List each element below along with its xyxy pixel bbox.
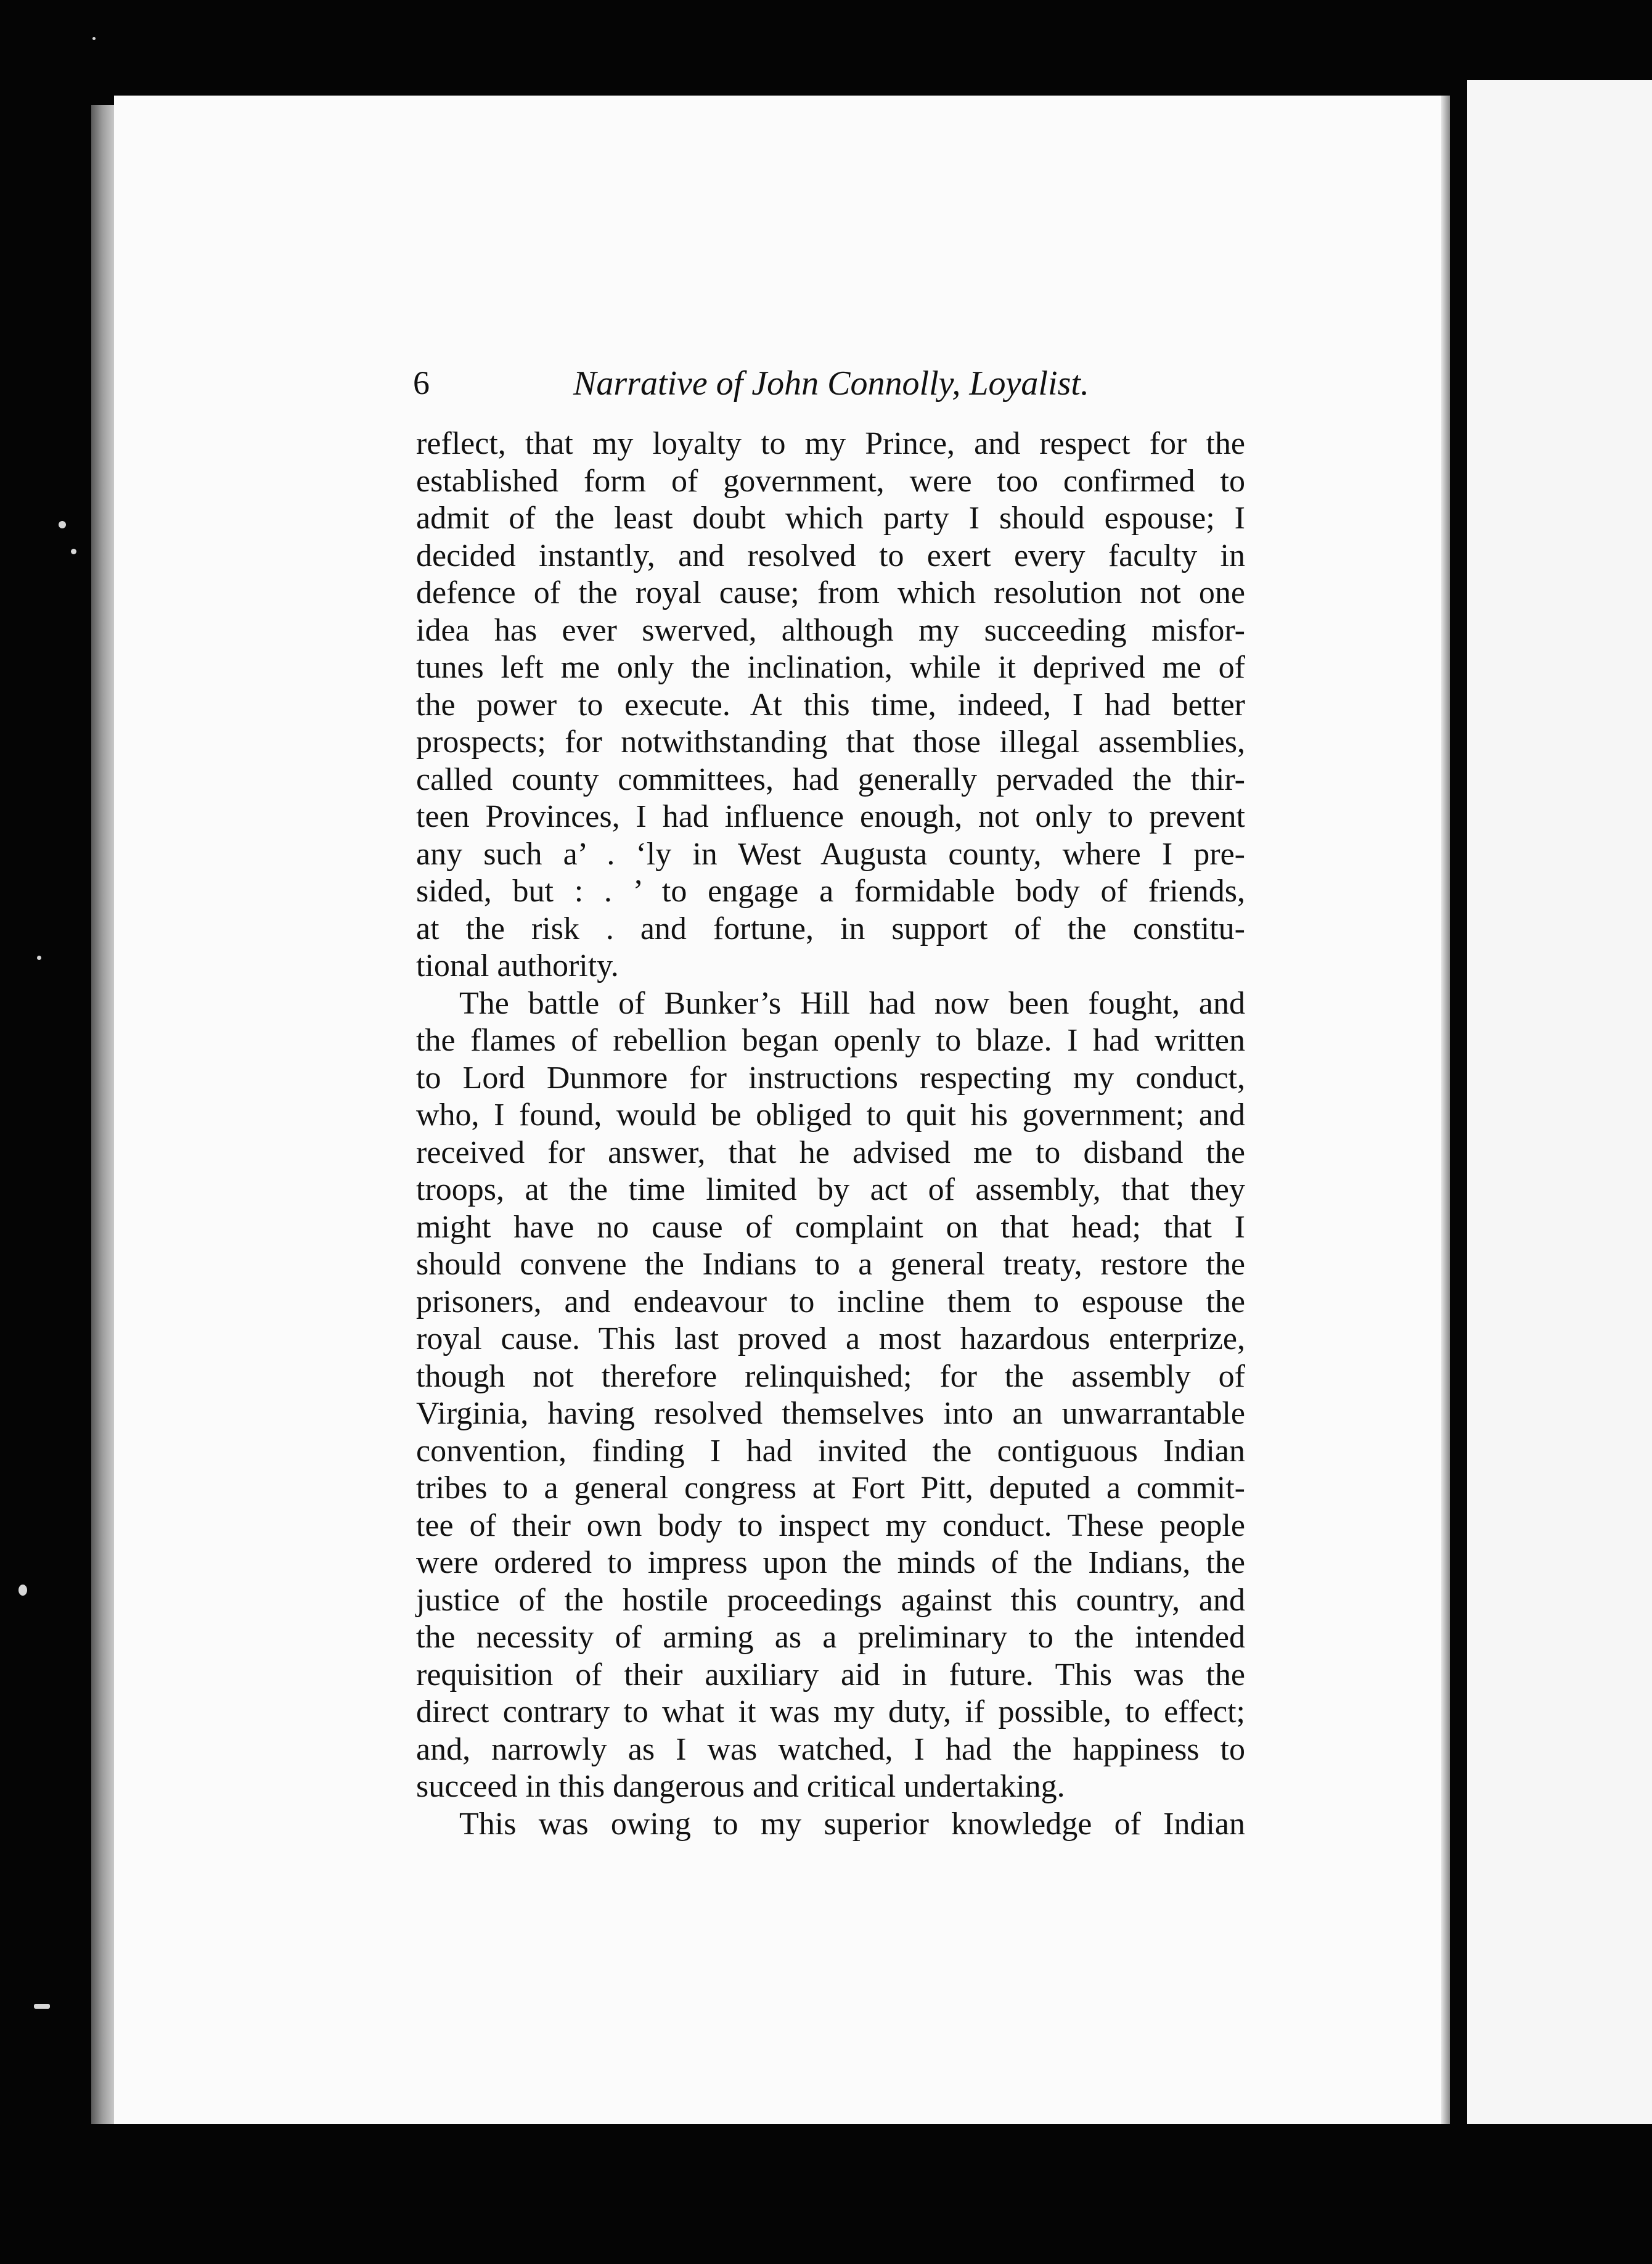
facing-page <box>1467 80 1652 2124</box>
page-number: 6 <box>413 364 430 401</box>
text-line: royal cause. This last proved a most hazardous enterprize, <box>416 1321 1245 1356</box>
text-line: might have no cause of complaint on that head; that I <box>416 1209 1245 1245</box>
text-line: direct contrary to what it was my duty, if possible, to effect; <box>416 1694 1245 1729</box>
text-line: established form of government, were too confirmed to <box>416 463 1245 499</box>
scan-speck <box>92 37 96 40</box>
text-line: decided instantly, and resolved to exert every faculty in <box>416 538 1245 573</box>
text-line: This was owing to my superior knowledge of Indian <box>459 1806 1245 1842</box>
text-line: reflect, that my loyalty to my Prince, and respect for the <box>416 426 1245 461</box>
text-line: any such a’ . ‘ly in West Augusta county, where I pre- <box>416 836 1245 872</box>
scan-speck <box>71 549 76 554</box>
text-line: prisoners, and endeavour to incline them to espouse the <box>416 1284 1245 1319</box>
scan-speck <box>18 1585 27 1596</box>
text-line: the necessity of arming as a preliminary to the intended <box>416 1620 1245 1655</box>
text-line: tee of their own body to inspect my conduct. These people <box>416 1507 1245 1543</box>
binding-shadow <box>91 105 116 2124</box>
text-line: were ordered to impress upon the minds of the Indians, the <box>416 1545 1245 1580</box>
text-line: tribes to a general congress at Fort Pitt, deputed a commit- <box>416 1470 1245 1506</box>
body-text <box>416 425 1245 1843</box>
text-line: Virginia, having resolved themselves into an unwarrantable <box>416 1396 1245 1431</box>
text-line: tional authority. <box>416 948 619 983</box>
page-edge <box>1441 96 1450 2124</box>
text-line: and, narrowly as I was watched, I had the happiness to <box>416 1731 1245 1767</box>
text-line: tunes left me only the inclination, while it deprived me of <box>416 650 1245 685</box>
scan-speck <box>37 956 41 960</box>
text-line: troops, at the time limited by act of assembly, that they <box>416 1172 1245 1207</box>
text-line: admit of the least doubt which party I should espouse; I <box>416 501 1245 536</box>
scan-speck <box>34 2004 50 2009</box>
text-line: defence of the royal cause; from which resolution not one <box>416 575 1245 610</box>
text-line: though not therefore relinquished; for the assembly of <box>416 1358 1245 1394</box>
text-line: teen Provinces, I had influence enough, not only to prevent <box>416 799 1245 834</box>
running-header <box>413 364 1233 419</box>
text-line: who, I found, would be obliged to quit his government; and <box>416 1097 1245 1133</box>
text-line: should convene the Indians to a general treaty, restore the <box>416 1247 1245 1282</box>
text-line: the flames of rebellion began openly to blaze. I had written <box>416 1023 1245 1058</box>
running-title: Narrative of John Connolly, Loyalist. <box>573 364 1089 403</box>
text-line: to Lord Dunmore for instructions respecting my conduct, <box>416 1060 1245 1096</box>
scan-speck <box>59 521 66 528</box>
text-line: sided, but : . ’ to engage a formidable body of friends, <box>416 874 1245 909</box>
text-line: idea has ever swerved, although my succeeding misfor- <box>416 612 1245 648</box>
text-line: called county committees, had generally pervaded the thir- <box>416 761 1245 797</box>
text-line: The battle of Bunker’s Hill had now been fought, and <box>459 985 1245 1021</box>
text-line: convention, finding I had invited the contiguous Indian <box>416 1433 1245 1469</box>
text-line: requisition of their auxiliary aid in future. This was the <box>416 1657 1245 1692</box>
text-line: prospects; for notwithstanding that those illegal assemblies, <box>416 724 1245 760</box>
text-line: justice of the hostile proceedings against this country, and <box>416 1582 1245 1618</box>
text-line: at the risk . and fortune, in support of the constitu- <box>416 911 1245 946</box>
text-line: the power to execute. At this time, indeed, I had better <box>416 687 1245 723</box>
text-line: succeed in this dangerous and critical undertaking. <box>416 1769 1065 1804</box>
text-line: received for answer, that he advised me to disband the <box>416 1134 1245 1170</box>
